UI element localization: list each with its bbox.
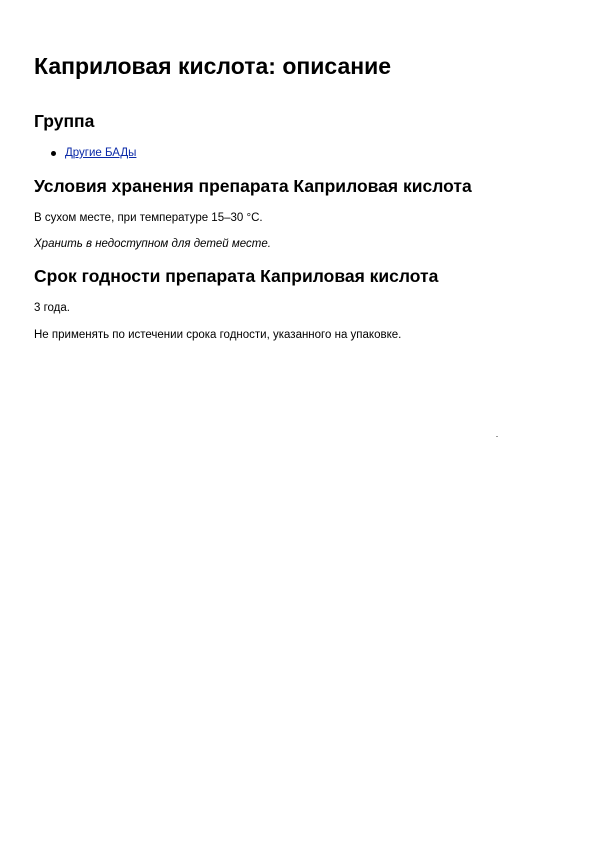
group-heading: Группа (34, 111, 95, 131)
shelf-life-heading: Срок годности препарата Каприловая кислота (34, 266, 439, 286)
shelf-life-text: 3 года. (34, 302, 70, 314)
page-title: Каприловая кислота: описание (34, 53, 392, 79)
list-item (34, 146, 136, 160)
scan-speck (496, 436, 498, 437)
storage-heading: Условия хранения препарата Каприловая кислота (34, 176, 472, 196)
group-link-other-supplements[interactable]: Другие БАДы (65, 147, 137, 159)
bullet-icon (51, 151, 56, 156)
group-list (34, 146, 136, 160)
shelf-life-note: Не применять по истечении срока годности, указанного на упаковке. (34, 329, 402, 341)
storage-text: В сухом месте, при температуре 15–30 °C. (34, 212, 263, 224)
storage-note: Хранить в недоступном для детей месте. (34, 238, 271, 250)
